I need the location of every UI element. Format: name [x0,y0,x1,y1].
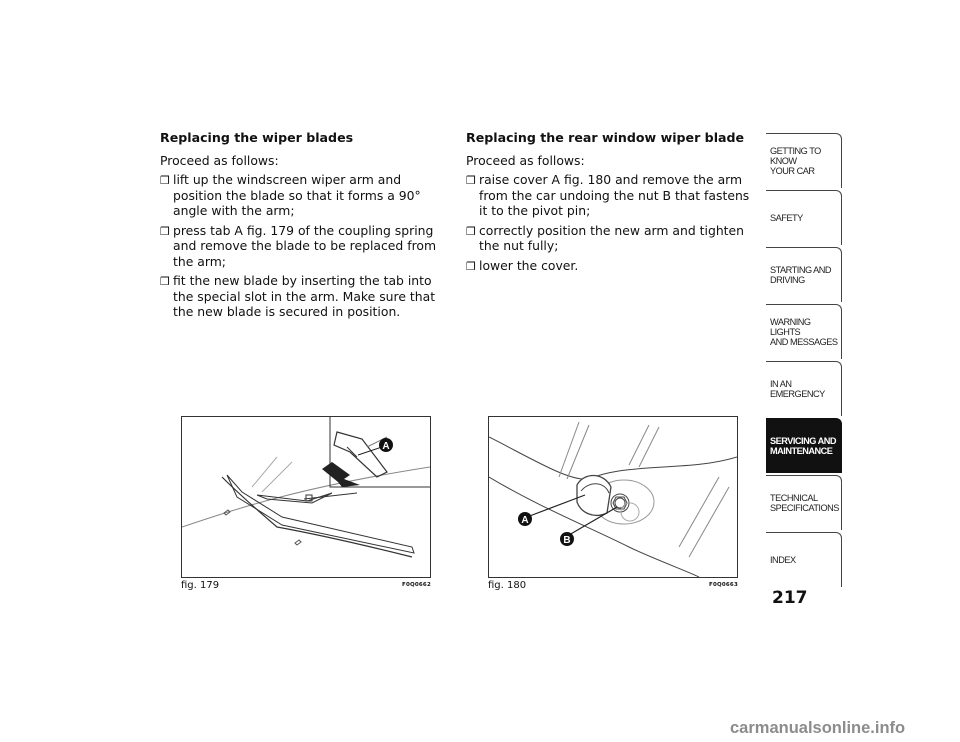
figure-caption: fig. 179 [181,580,220,591]
intro-text: Proceed as follows: [160,152,279,168]
tab-in-an-emergency[interactable]: IN AN EMERGENCY [766,361,842,416]
list-item: ❒ press tab A fig. 179 of the coupling spring and remove the blade to be replaced from the arm; [160,222,437,269]
tab-servicing-and-maintenance[interactable]: SERVICING AND MAINTENANCE [766,418,842,473]
list-item: ❒ lift up the windscreen wiper arm and position the blade so that it forms a 90° angle with the arm; [160,172,421,218]
tab-starting-and-driving[interactable]: STARTING AND DRIVING [766,247,842,302]
section-heading: Replacing the wiper blades [160,130,354,145]
figure-180-illustration [488,416,738,578]
svg-text:A: A [382,441,390,452]
step-list [160,172,445,320]
section-heading: Replacing the rear window wiper blade [466,130,745,145]
checkbox-bullet-icon: ❒ [466,259,476,273]
chapter-sidebar [766,133,842,589]
tab-technical-specifications[interactable]: TECHNICAL SPECIFICATIONS [766,475,842,530]
list-item: ❒ lower the cover. [466,257,579,273]
svg-text:A: A [521,515,529,526]
figure-code: F0Q0662 [402,582,431,588]
list-item: ❒ fit the new blade by inserting the tab into the special slot in the arm. Make sure that the new blade is secured in position. [160,273,436,319]
figure-179-illustration [181,416,431,578]
checkbox-bullet-icon: ❒ [160,275,170,288]
figure-caption: fig. 180 [488,580,527,591]
checkbox-bullet-icon: ❒ [160,224,170,238]
rear-wiper-drawing [489,417,737,577]
svg-text:B: B [563,535,571,546]
wiper-blade-drawing [182,417,430,577]
intro-text: Proceed as follows: [466,152,585,168]
list-item: ❒ raise cover A fig. 180 and remove the arm from the car undoing the nut B that fastens it to the pivot pin; [466,172,750,218]
step-list [466,172,751,273]
watermark: carmanualsonline.info [730,719,906,737]
figure-code: F0Q0663 [709,582,738,588]
list-item: ❒ correctly position the new arm and tighten the nut fully; [466,222,745,253]
tab-getting-to-know-your-car[interactable]: GETTING TO KNOW YOUR CAR [766,133,842,188]
right-column [466,130,751,277]
checkbox-bullet-icon: ❒ [160,174,170,187]
page-number: 217 [772,588,808,608]
checkbox-bullet-icon: ❒ [466,224,476,238]
left-column [160,130,445,324]
tab-safety[interactable]: SAFETY [766,190,842,245]
checkbox-bullet-icon: ❒ [466,174,476,187]
tab-warning-lights[interactable]: WARNING LIGHTS AND MESSAGES [766,304,842,359]
tab-index[interactable]: INDEX [766,532,842,587]
